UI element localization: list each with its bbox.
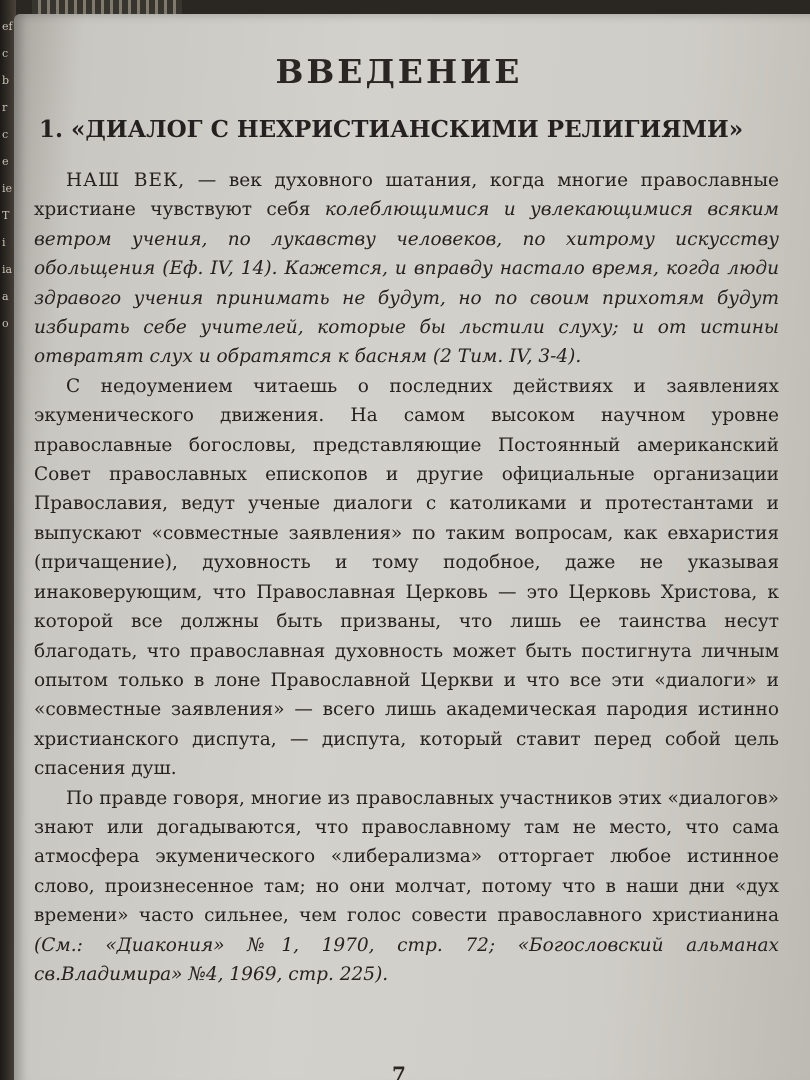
adjacent-letter: c: [2, 47, 9, 60]
adjacent-letter: ia: [2, 263, 13, 276]
adjacent-letter: e: [2, 155, 9, 168]
paragraph-text: — век духовного шатания, когда многие православные христиане чувствуют себя: [34, 170, 779, 221]
paragraph-quote: колеблющимися и увлекающимися всяким ветром учения, по лукавству человеков, по хитрому искусству обольщения (Еф. IV, 14). Кажется, и вправду настало время, когда люди здравого учения принимать не будут, но по своим прихотям будут избирать себе учителей, которые бы льстили слуху; и от истины отвратят слух и обратятся к басням (2 Тим. IV, 3-4).: [34, 199, 779, 368]
adjacent-letter: o: [2, 317, 9, 330]
page-body: [34, 166, 779, 989]
adjacent-letter: ie: [2, 182, 13, 195]
adjacent-letter: r: [2, 101, 8, 114]
adjacent-letter: i: [2, 236, 6, 249]
paragraph-3: [34, 784, 779, 990]
paragraph-text: С недоумением читаешь о последних действиях и заявлениях экуменического движения. На самом высоком научном уровне православные богословы, представляющие Постоянный американский Совет православных епископов и другие официальные организации Православия, ведут ученые диалоги с католиками и протестантами и выпускают «совместные заявления» по таким вопросам, как евхаристия (причащение), духовность и тому подобное, даже не указывая инаковерующим, что Православная Церковь — это Церковь Христова, к которой все должны быть призваны, что лишь ее таинства несут благодать, что православная духовность может быть постигнута личным опытом только в лоне Православной Церкви и что все эти «диалоги» и «совместные заявления» — всего лишь академическая пародия истинно христианского диспута, — диспута, который ставит перед собой цель спасения душ.: [34, 375, 779, 780]
adjacent-letter: ef: [2, 20, 13, 33]
book-page: [14, 14, 810, 1080]
decorative-ornament: [32, 0, 182, 14]
adjacent-letter: a: [2, 290, 9, 303]
section-heading: 1. «ДИАЛОГ С НЕХРИСТИАНСКИМИ РЕЛИГИЯМИ»: [39, 116, 744, 143]
adjacent-letter: T: [2, 209, 10, 222]
paragraph-text: По правде говоря, многие из православных участников этих «диалогов» знают или догадываются, что православному там не место, что сама атмосфера экуменического «либерализма» отторгает любое истинное слово, произнесенное там; но они молчат, потому что в наши дни «дух времени» часто сильнее, чем голос совести православного христианина: [34, 787, 779, 927]
adjacent-letter: b: [2, 74, 10, 87]
page-title: ВВЕДЕНИЕ: [275, 52, 523, 91]
paragraph-1: [34, 166, 779, 372]
paragraph-2: [34, 372, 779, 784]
page-number: 7: [392, 1062, 406, 1080]
adjacent-letter: c: [2, 128, 9, 141]
adjacent-page-text: [2, 20, 14, 330]
paragraph-citation: (См.: «Диакония» №1, 1970, стр. 72; «Богословский альманах св.Владимира» №4, 1969, стр. 225).: [34, 934, 779, 985]
paragraph-lead: НАШ ВЕК,: [66, 170, 186, 191]
